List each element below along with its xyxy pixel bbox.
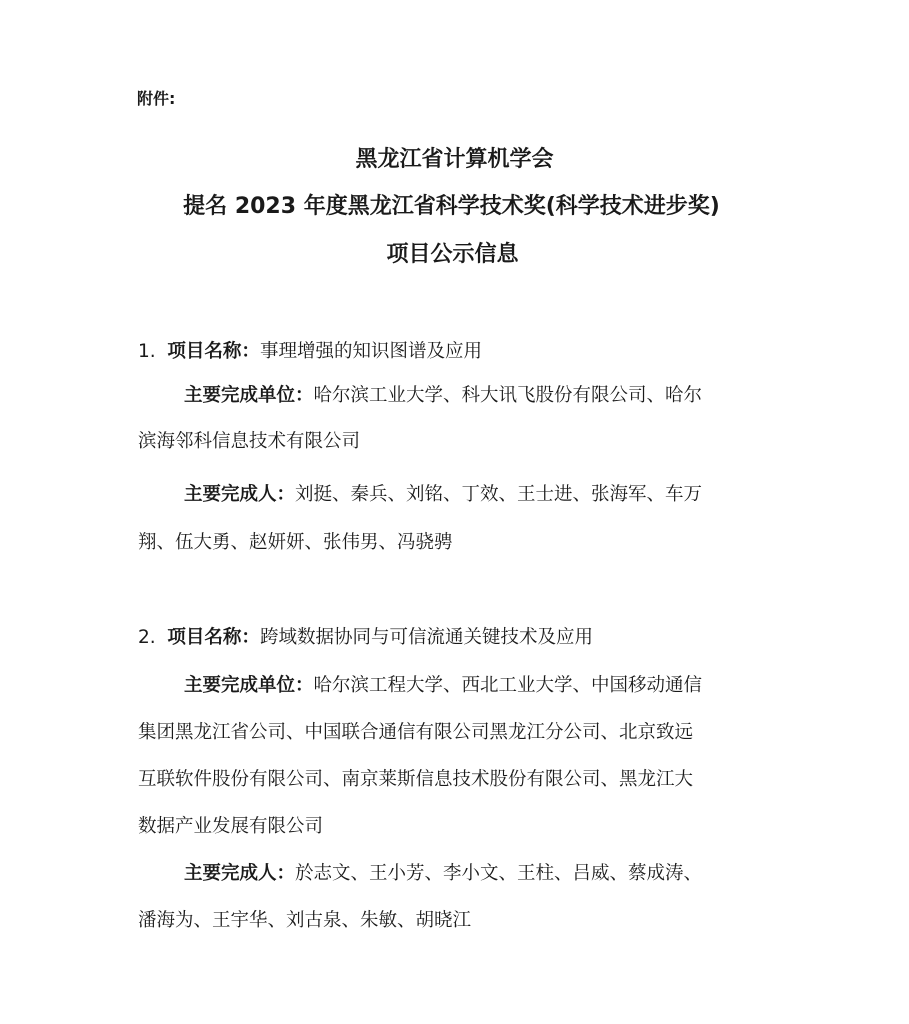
project-2-units-line-2: 集团黑龙江省公司、中国联合通信有限公司黑龙江分公司、北京致远 <box>138 722 694 743</box>
project-2-units-row <box>184 672 702 700</box>
project-1-people-line-2: 翔、伍大勇、赵妍妍、张伟男、冯骁骋 <box>138 532 453 553</box>
title-line-3: 项目公示信息 <box>386 242 519 267</box>
project-1-people-label: 主要完成人： <box>184 484 296 505</box>
project-2-units-line-4: 数据产业发展有限公司 <box>138 816 324 837</box>
project-2-people-line-1: 於志文、王小芳、李小文、王柱、吕威、蔡成涛、 <box>295 863 703 884</box>
title-line-1: 黑龙江省计算机学会 <box>355 147 554 172</box>
project-2-people-line-2: 潘海为、王宇华、刘古泉、朱敏、胡晓江 <box>138 910 472 931</box>
project-1-units-row <box>184 382 702 410</box>
project-1-units-label: 主要完成单位： <box>184 385 314 406</box>
project-1-people-row <box>184 481 702 509</box>
project-1-number: 1. <box>138 341 156 362</box>
title-line-2: 提名 2023 年度黑龙江省科学技术奖(科学技术进步奖) <box>183 194 720 219</box>
project-2-people-label: 主要完成人： <box>184 863 296 884</box>
project-1-name: 事理增强的知识图谱及应用 <box>259 341 482 362</box>
project-2-units-line-3: 互联软件股份有限公司、南京莱斯信息技术股份有限公司、黑龙江大 <box>138 769 694 790</box>
attachment-label: 附件: <box>137 89 176 108</box>
project-1-name-label: 项目名称： <box>167 341 260 362</box>
project-2-number: 2. <box>138 627 156 648</box>
project-1-name-row <box>138 338 482 366</box>
project-1-units-line-2: 滨海邻科信息技术有限公司 <box>138 431 361 452</box>
project-2-units-line-1: 哈尔滨工程大学、西北工业大学、中国移动通信 <box>313 675 703 696</box>
project-2-name-label: 项目名称： <box>167 627 260 648</box>
project-1-units-line-1: 哈尔滨工业大学、科大讯飞股份有限公司、哈尔 <box>313 385 703 406</box>
project-1-people-line-1: 刘挺、秦兵、刘铭、丁效、王士进、张海军、车万 <box>295 484 703 505</box>
project-2-name-row <box>138 624 593 652</box>
project-2-people-row <box>184 860 702 888</box>
project-2-units-label: 主要完成单位： <box>184 675 314 696</box>
project-2-name: 跨域数据协同与可信流通关键技术及应用 <box>259 627 593 648</box>
